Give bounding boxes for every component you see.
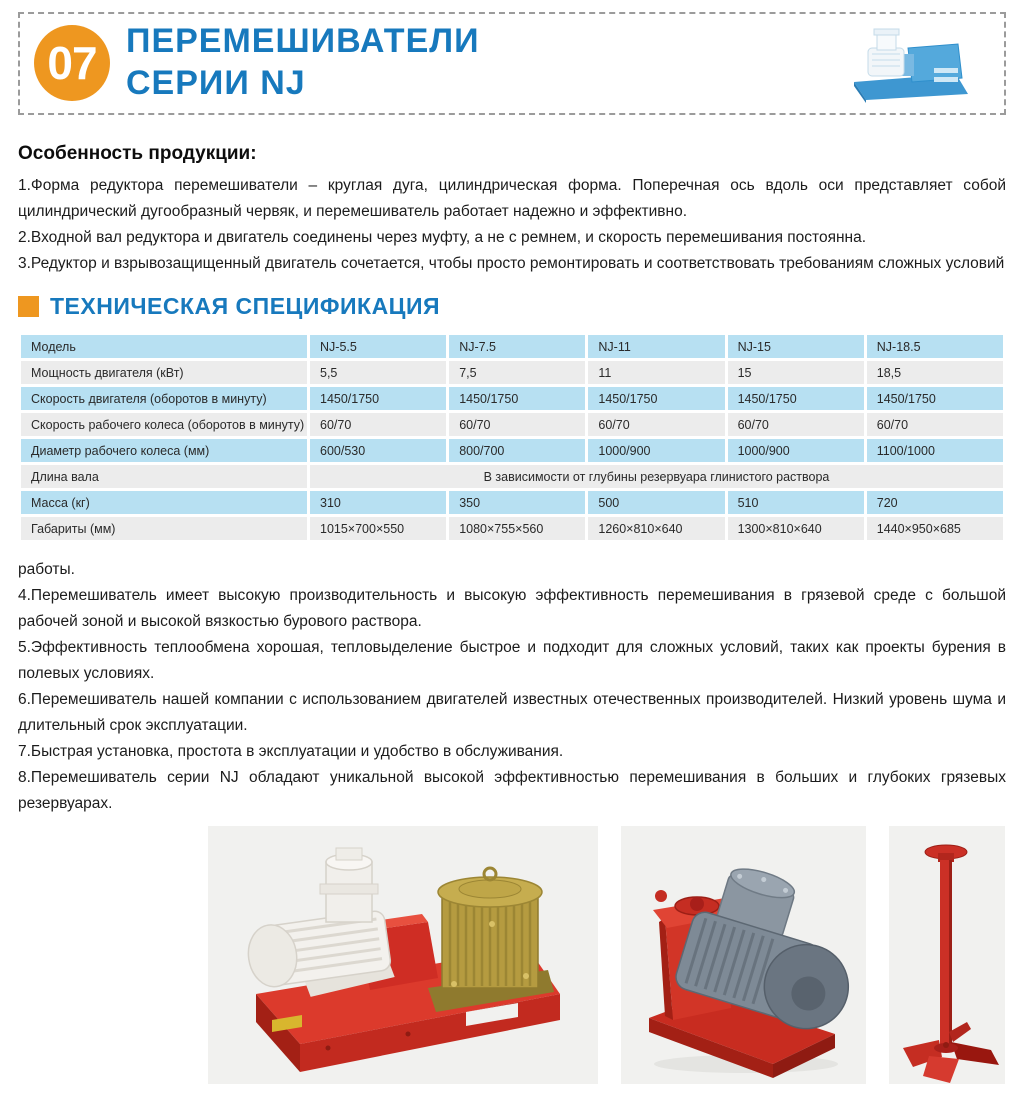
page-title-line2: СЕРИИ NJ bbox=[126, 64, 306, 102]
spec-cell-value: 60/70 bbox=[449, 413, 585, 436]
spec-cell-value: 720 bbox=[867, 491, 1003, 514]
description-paragraph-0: работы. bbox=[18, 561, 75, 578]
spec-cell-value: 350 bbox=[449, 491, 585, 514]
spec-cell-value: 1100/1000 bbox=[867, 439, 1003, 462]
spec-table bbox=[18, 332, 1006, 543]
feature-paragraph-2: 3.Редуктор и взрывозащищенный двигатель сочетается, чтобы просто ремонтировать и соответствовать требованиям сложных условий bbox=[18, 255, 1005, 272]
spec-cell-span-value: В зависимости от глубины резервуара глинистого раствора bbox=[310, 465, 1003, 488]
section-number-badge: 07 bbox=[34, 25, 110, 101]
spec-table-row-0 bbox=[21, 335, 1003, 358]
spec-cell-value: 800/700 bbox=[449, 439, 585, 462]
spec-cell-value: NJ-18.5 bbox=[867, 335, 1003, 358]
spec-cell-value: 1450/1750 bbox=[310, 387, 446, 410]
description-list bbox=[0, 557, 1024, 817]
spec-cell-value: 1000/900 bbox=[588, 439, 724, 462]
spec-cell-value: 15 bbox=[728, 361, 864, 384]
product-photos-row bbox=[18, 826, 1006, 1084]
spec-cell-value: 1300×810×640 bbox=[728, 517, 864, 540]
spec-table-row-6 bbox=[21, 491, 1003, 514]
spec-cell-value: 60/70 bbox=[728, 413, 864, 436]
spec-cell-value: 510 bbox=[728, 491, 864, 514]
spec-cell-value: NJ-15 bbox=[728, 335, 864, 358]
spec-table-row-7 bbox=[21, 517, 1003, 540]
description-paragraph-5: 8.Перемешиватель серии NJ обладают уникальной высокой эффективностью перемешивания в больших и глубоких грязевых резервуарах. bbox=[18, 769, 1006, 812]
spec-cell-value: 1080×755×560 bbox=[449, 517, 585, 540]
spec-cell-value: 1450/1750 bbox=[449, 387, 585, 410]
spec-cell-value: 310 bbox=[310, 491, 446, 514]
spec-cell-value: 7,5 bbox=[449, 361, 585, 384]
spec-cell-value: 1450/1750 bbox=[728, 387, 864, 410]
spec-table-row-3 bbox=[21, 413, 1003, 436]
mixer-gray-motor-graphic bbox=[621, 826, 866, 1084]
features-list bbox=[0, 173, 1024, 277]
blue-mixer-thumbnail-graphic bbox=[836, 24, 984, 104]
spec-section-heading bbox=[18, 293, 1006, 320]
product-photo-mixer-gray-motor bbox=[621, 826, 866, 1084]
spec-cell-value: 500 bbox=[588, 491, 724, 514]
spec-cell-value: 11 bbox=[588, 361, 724, 384]
features-heading: Особенность продукции: bbox=[18, 143, 257, 164]
spec-cell-value: 1450/1750 bbox=[867, 387, 1003, 410]
spec-cell-value: 60/70 bbox=[310, 413, 446, 436]
spec-row-label: Габариты (мм) bbox=[21, 517, 307, 540]
spec-row-label: Модель bbox=[21, 335, 307, 358]
spec-cell-value: 1450/1750 bbox=[588, 387, 724, 410]
page-title bbox=[126, 20, 480, 104]
spec-cell-value: 1440×950×685 bbox=[867, 517, 1003, 540]
spec-cell-value: 600/530 bbox=[310, 439, 446, 462]
description-paragraph-1: 4.Перемешиватель имеет высокую производительность и высокую эффективность перемешивания в грязевой среде с большой рабочей зоной и высокой вязкостью бурового раствора. bbox=[18, 587, 1006, 630]
spec-table-row-5 bbox=[21, 465, 1003, 488]
spec-row-label: Диаметр рабочего колеса (мм) bbox=[21, 439, 307, 462]
product-thumbnail-image bbox=[836, 24, 984, 104]
spec-row-label: Скорость рабочего колеса (оборотов в минуту) bbox=[21, 413, 307, 436]
spec-cell-value: NJ-7.5 bbox=[449, 335, 585, 358]
spec-table-row-1 bbox=[21, 361, 1003, 384]
spec-cell-value: 1260×810×640 bbox=[588, 517, 724, 540]
spec-heading-text: ТЕХНИЧЕСКАЯ СПЕЦИФИКАЦИЯ bbox=[50, 293, 441, 319]
spec-cell-value: 18,5 bbox=[867, 361, 1003, 384]
spec-cell-value: 60/70 bbox=[588, 413, 724, 436]
spec-table-row-4 bbox=[21, 439, 1003, 462]
feature-paragraph-1: 2.Входной вал редуктора и двигатель соединены через муфту, а не с ремнем, и скорость перемешивания постоянна. bbox=[18, 229, 867, 246]
product-photo-impeller-shaft bbox=[889, 826, 1005, 1084]
section-header bbox=[18, 12, 1006, 115]
description-paragraph-2: 5.Эффективность теплообмена хорошая, тепловыделение быстрое и подходит для сложных условий, таких как проекты бурения в полевых условиях. bbox=[18, 639, 1006, 682]
description-paragraph-3: 6.Перемешиватель нашей компании с использованием двигателей известных отечественных производителей. Низкий уровень шума и длительный срок эксплуатации. bbox=[18, 691, 1006, 734]
spec-cell-value: NJ-5.5 bbox=[310, 335, 446, 358]
product-photo-mixer-gold-gearbox bbox=[208, 826, 598, 1084]
spec-row-label: Длина вала bbox=[21, 465, 307, 488]
page-title-line1: ПЕРЕМЕШИВАТЕЛИ bbox=[126, 22, 480, 60]
orange-square-bullet-icon bbox=[18, 296, 39, 317]
spec-row-label: Скорость двигателя (оборотов в минуту) bbox=[21, 387, 307, 410]
spec-cell-value: 5,5 bbox=[310, 361, 446, 384]
mixer-assembly-graphic bbox=[208, 826, 598, 1084]
spec-table-row-2 bbox=[21, 387, 1003, 410]
feature-paragraph-0: 1.Форма редуктора перемешиватели – круглая дуга, цилиндрическая форма. Поперечная ось вдоль оси представляет собой цилиндрический дугообразный червяк, и перемешиватель работает надежно и эффективно. bbox=[18, 177, 1006, 220]
spec-cell-value: 1000/900 bbox=[728, 439, 864, 462]
description-paragraph-4: 7.Быстрая установка, простота в эксплуатации и удобство в обслуживания. bbox=[18, 743, 564, 760]
spec-row-label: Масса (кг) bbox=[21, 491, 307, 514]
spec-row-label: Мощность двигателя (кВт) bbox=[21, 361, 307, 384]
spec-cell-value: 60/70 bbox=[867, 413, 1003, 436]
spec-cell-value: NJ-11 bbox=[588, 335, 724, 358]
impeller-shaft-graphic bbox=[889, 826, 1005, 1084]
spec-cell-value: 1015×700×550 bbox=[310, 517, 446, 540]
